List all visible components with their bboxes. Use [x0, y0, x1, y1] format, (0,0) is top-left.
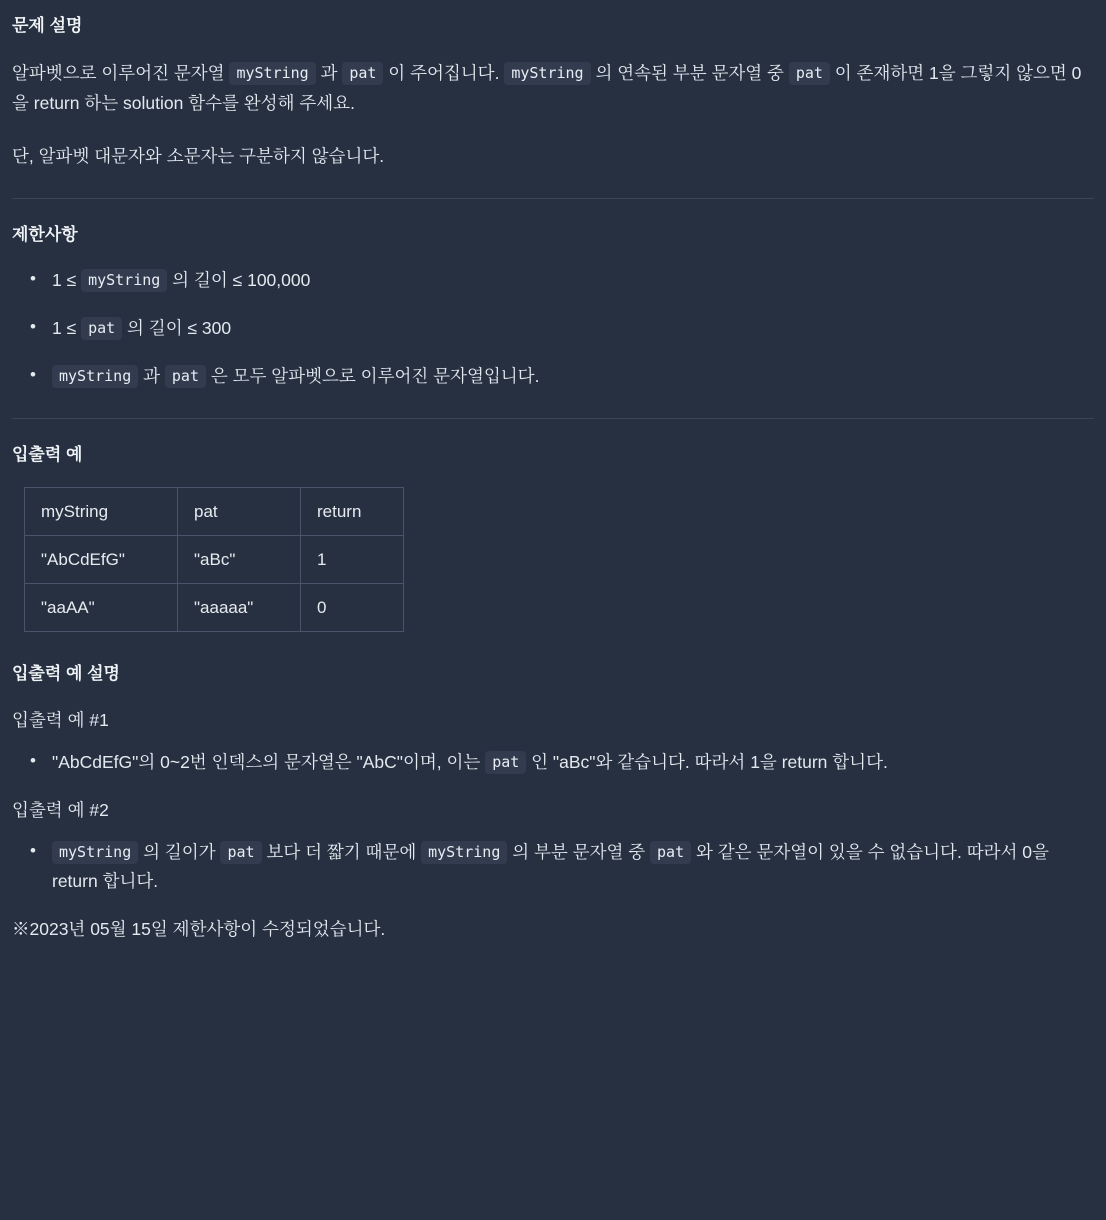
table-header-row [25, 487, 404, 535]
amendment-note: ※2023년 05월 15일 제한사항이 수정되었습니다. [12, 919, 386, 940]
cell-mystring: "AbCdEfG" [25, 535, 178, 583]
desc-text-a: 알파벳으로 이루어진 문자열 [12, 62, 230, 83]
explanation-text-d: 와 같은 문자열이 있을 수 없습니다. 따라서 0을 return 합니다. [52, 841, 1049, 892]
explanation-text-b: 보다 더 짧기 때문에 [261, 841, 422, 862]
code-pat: pat [165, 365, 206, 388]
cell-return: 1 [301, 535, 404, 583]
divider [12, 418, 1094, 419]
code-pat: pat [650, 841, 691, 864]
list-item [52, 266, 1094, 296]
code-mystring: myString [52, 841, 138, 864]
desc-text-e: 이 존재하면 1을 그렇지 않으면 0을 return 하는 solution 함수를 완성해 주세요. [12, 62, 1082, 114]
table-row [25, 535, 404, 583]
code-pat: pat [789, 62, 830, 85]
code-pat: pat [220, 841, 261, 864]
constraints-heading: 제한사항 [12, 224, 78, 244]
explanation-text-a: "AbCdEfG"의 0~2번 인덱스의 문자열은 "AbC"이며, 이는 [52, 751, 486, 772]
example-1-label: 입출력 예 #1 [12, 709, 109, 730]
constraint-text-b: 의 길이 ≤ 300 [122, 318, 232, 339]
explanation-text-b: 인 "aBc"와 같습니다. 따라서 1을 return 합니다. [526, 751, 888, 772]
desc-text-b: 과 [315, 62, 343, 83]
description-paragraph-2: 단, 알파벳 대문자와 소문자는 구분하지 않습니다. [12, 146, 385, 167]
cell-pat: "aaaaa" [178, 583, 301, 631]
cell-return: 0 [301, 583, 404, 631]
divider [12, 198, 1094, 199]
table-row [25, 583, 404, 631]
desc-text-c: 이 주어집니다. [383, 62, 505, 83]
example-1-list [12, 748, 1094, 778]
list-item [52, 838, 1094, 898]
code-mystring: myString [229, 62, 315, 85]
list-item [52, 748, 1094, 778]
constraint-text-a: 1 ≤ [52, 318, 82, 339]
list-item [52, 314, 1094, 344]
cell-pat: "aBc" [178, 535, 301, 583]
constraint-text-a: 1 ≤ [52, 270, 82, 291]
constraint-text-b: 과 [138, 365, 165, 386]
list-item [52, 362, 1094, 392]
io-examples-table [24, 487, 404, 633]
explanation-heading: 입출력 예 설명 [12, 664, 120, 684]
cell-mystring: "aaAA" [25, 583, 178, 631]
explanation-text-c: 의 부분 문자열 중 [507, 841, 651, 862]
code-pat: pat [81, 317, 122, 340]
column-header-return: return [301, 487, 404, 535]
constraint-text-b: 의 길이 ≤ 100,000 [167, 270, 311, 291]
example-2-list [12, 838, 1094, 898]
column-header-pat: pat [178, 487, 301, 535]
code-mystring: myString [504, 62, 590, 85]
examples-heading: 입출력 예 [12, 444, 83, 464]
constraints-list [12, 266, 1094, 391]
code-mystring: myString [421, 841, 507, 864]
description-paragraph-1 [12, 58, 1094, 119]
example-2-label: 입출력 예 #2 [12, 799, 109, 820]
explanation-text-a: 의 길이가 [138, 841, 221, 862]
column-header-mystring: myString [25, 487, 178, 535]
description-heading: 문제 설명 [12, 16, 83, 35]
code-mystring: myString [81, 269, 167, 292]
code-pat: pat [342, 62, 383, 85]
constraint-text-c: 은 모두 알파벳으로 이루어진 문자열입니다. [205, 365, 540, 386]
code-mystring: myString [52, 365, 138, 388]
desc-text-d: 의 연속된 부분 문자열 중 [590, 62, 789, 83]
code-pat: pat [485, 751, 526, 774]
